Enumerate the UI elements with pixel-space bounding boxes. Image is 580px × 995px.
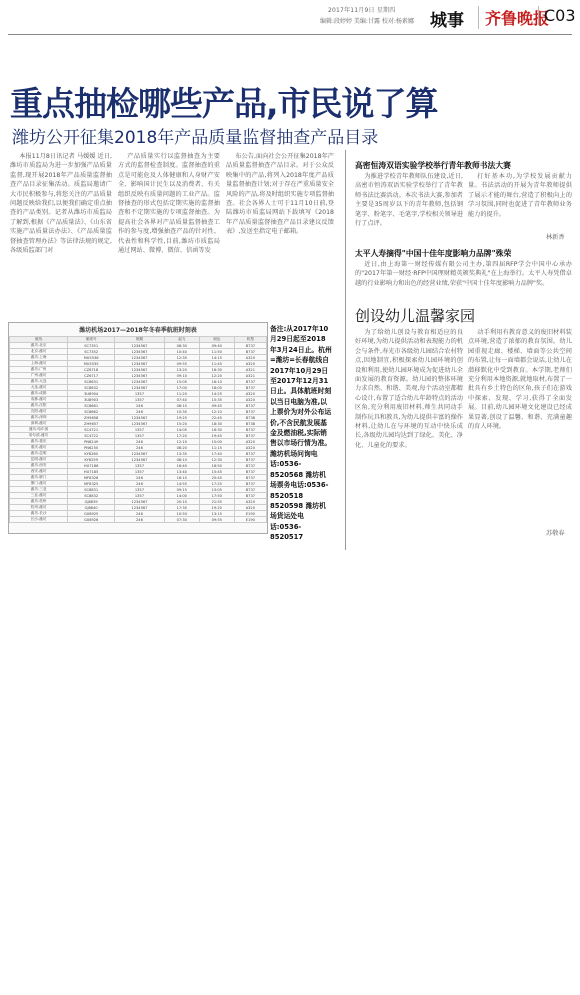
table-cell: CZ6718 (68, 367, 115, 373)
table-cell: 246 (115, 445, 165, 451)
newspaper-logo: 齐鲁晚报 (478, 6, 549, 29)
table-cell: 潍坊-深圳 (10, 415, 68, 421)
table-cell: 厦门-潍坊 (10, 481, 68, 487)
table-cell: 1234567 (115, 415, 165, 421)
table-cell: GJ8840 (68, 505, 115, 511)
table-cell: 08:10 (164, 403, 199, 409)
table-cell: 1234567 (115, 379, 165, 385)
table-cell: 19:25 (164, 415, 199, 421)
table-cell: 潍坊-上海 (10, 355, 68, 361)
table-cell: 潍坊-昆明 (10, 451, 68, 457)
table-cell: 1357 (115, 427, 165, 433)
right-article-2-text: 近日,由上海第一财经传媒有限公司主办,第四届RFP学会中国中心承办的"2017年第一财经·RFP中国理财精英颁奖典礼"在上海举行。太平人寿凭借卓越的行业影响力和出色的经营业绩,荣获"中国十佳年度影响力品牌"奖。 (355, 261, 572, 287)
table-cell: 1357 (115, 493, 165, 499)
table-cell: B737 (234, 343, 266, 349)
table-cell: 13:20 (164, 367, 199, 373)
table-cell: E190 (234, 517, 266, 523)
byline-3: 苏敬春 (546, 530, 565, 537)
feature-text-b: 动手利用有教育意义的废旧材料装点环境,营造了浓郁的教育氛围。幼儿园重视走廊、楼梯、墙面等公共空间的布置,让每一面墙都会说话,让幼儿在潜移默化中受到教育。本学期,老师们充分利用本地资源,就地取材,布置了一批具有乡土特色的区角,孩子们在游戏中探索、发现、学习,获得了全面发展。目前,幼儿园环境文化建设已经成果显著,创设了温馨、和谐、充满童趣的育人环境。 (468, 329, 572, 431)
feature-article-left (355, 328, 463, 538)
table-cell: 深圳-潍坊 (10, 421, 68, 427)
table-cell: 大连-潍坊 (10, 385, 68, 391)
column-divider (345, 150, 346, 550)
table-cell: 22:45 (199, 415, 234, 421)
table-cell: B737 (234, 349, 266, 355)
table-cell: 18:50 (199, 463, 234, 469)
table-cell: ZH9657 (68, 421, 115, 427)
table-cell: 17:20 (164, 433, 199, 439)
table-cell: A320 (234, 397, 266, 403)
table-cell: 18:30 (199, 421, 234, 427)
table-cell: 09:15 (164, 487, 199, 493)
table-cell: 15:45 (199, 469, 234, 475)
table-cell: MU5536 (68, 355, 115, 361)
table-cell: SC8831 (68, 487, 115, 493)
table-cell: 20:45 (199, 475, 234, 481)
table-cell: SC4722 (68, 433, 115, 439)
table-cell: HU7185 (68, 469, 115, 475)
table-cell: B737 (234, 487, 266, 493)
table-cell: 09:40 (199, 343, 234, 349)
table-cell: 潍坊-沈阳 (10, 403, 68, 409)
table-cell: 杭州-潍坊 (10, 505, 68, 511)
table-cell: 09:55 (164, 361, 199, 367)
table-cell: 北京-潍坊 (10, 349, 68, 355)
table-cell: 09:45 (199, 403, 234, 409)
right-article-1-left (355, 172, 463, 244)
table-cell: 潍坊-西安 (10, 463, 68, 469)
table-cell: B737 (234, 493, 266, 499)
table-cell: 17:00 (164, 385, 199, 391)
table-cell: B737 (234, 451, 266, 457)
table-cell: 15:00 (199, 439, 234, 445)
table-cell: PN6249 (68, 439, 115, 445)
lead-article-text-2: 产品质量实行以监督抽查为主要方式的监督检查制度。监督抽查的重点是可能危及人体健康和人身财产安全、影响国计民生以及消费者、有关组织反映有质量问题的工业产品。监督抽查的形式包括定期实施的监督抽查和不定期实施的专项监督抽查。为提高社会各界对产品质量监督抽查工作的参与度,增强抽查产品的针对性、代表性和科学性,目前,潍坊市质监局通过网站、微博、微信、信函等发 (118, 153, 220, 255)
table-header-cell: 班期 (115, 337, 165, 343)
table-cell: 21:55 (199, 499, 234, 505)
lead-article-text-3: 布公告,面向社会公开征集2018年产品质量监督抽查产品目录。对于公众反映集中的产品,将列入2018年度产品质量监督抽查计划;对于存在严重质量安全风险的产品,将及时组织实施专项监督抽查。社会各界人士可于11月10日前,登陆潍坊市质监局网站下载填写《2018年产品质量监督抽查产品目录建议反馈表》,发送至指定电子邮箱。 (226, 153, 334, 236)
table-cell: 246 (115, 409, 165, 415)
table-cell: 潍坊-重庆 (10, 439, 68, 445)
table-cell: 18:10 (164, 475, 199, 481)
table-cell: 成都-潍坊 (10, 397, 68, 403)
table-cell: 1234567 (115, 421, 165, 427)
table-cell: 1357 (115, 469, 165, 475)
flight-notice: 备注:从2017年10月29日起至2018年3月24日止。杭州=潍坊=长春航线自2017年10月29日至2017年12月31日止。具体航班时刻以当日电脑为准,以上票价为对外公布运价,不含民航发展基金及燃油税,实际销售以市场行情为准。潍坊机场问询电话:0536-8520568 潍坊机场票务电话:0536-8520518 8520598 潍坊机场货运处电话:0536-8520517 (270, 325, 332, 542)
table-cell: 1357 (115, 487, 165, 493)
table-cell: 长沙-潍坊 (10, 517, 68, 523)
table-cell: B737 (234, 475, 266, 481)
table-cell: 08:10 (164, 457, 199, 463)
table-cell: 17:40 (199, 451, 234, 457)
table-cell: A320 (234, 445, 266, 451)
table-cell: 14:25 (199, 391, 234, 397)
table-cell: B737 (234, 385, 266, 391)
table-cell: 12:30 (199, 457, 234, 463)
table-cell: 10:35 (164, 409, 199, 415)
table-cell: 潍坊-长沙 (10, 511, 68, 517)
table-cell: 08:20 (164, 445, 199, 451)
table-cell: 1357 (115, 463, 165, 469)
table-cell: A320 (234, 355, 266, 361)
table-cell: 14:00 (164, 493, 199, 499)
table-cell: 10:50 (164, 511, 199, 517)
table-cell: 12:35 (164, 355, 199, 361)
table-cell: B738 (234, 421, 266, 427)
feature-article-right (468, 328, 572, 528)
table-cell: B738 (234, 415, 266, 421)
table-cell: 16:40 (164, 463, 199, 469)
table-cell: CZ6717 (68, 373, 115, 379)
table-cell: B737 (234, 409, 266, 415)
byline-1: 林新香 (546, 234, 565, 241)
table-cell: 重庆-潍坊 (10, 445, 68, 451)
table-header-cell: 航线 (10, 337, 68, 343)
table-cell: 17:50 (199, 493, 234, 499)
table-cell: 潍坊-哈尔滨 (10, 427, 68, 433)
table-cell: KY8260 (68, 451, 115, 457)
table-cell: 三亚-潍坊 (10, 493, 68, 499)
table-cell: 西安-潍坊 (10, 469, 68, 475)
table-cell: A321 (234, 367, 266, 373)
table-cell: 17:25 (199, 481, 234, 487)
table-cell: SC8662 (68, 409, 115, 415)
table-cell: 14:05 (164, 427, 199, 433)
table-cell: 14:15 (199, 355, 234, 361)
table-cell: 14:55 (164, 481, 199, 487)
table-cell: 16:30 (199, 367, 234, 373)
table-cell: 17:35 (164, 505, 199, 511)
table-cell: 246 (115, 511, 165, 517)
table-cell: 18:05 (199, 385, 234, 391)
table-cell: 15:20 (164, 421, 199, 427)
right-article-1-right (468, 172, 572, 234)
table-cell: B737 (234, 379, 266, 385)
table-cell: 13:40 (164, 469, 199, 475)
table-cell: GJ8839 (68, 499, 115, 505)
table-body (10, 343, 267, 523)
table-cell: 16:10 (199, 379, 234, 385)
table-cell: 潍坊-三亚 (10, 487, 68, 493)
table-cell: 1234567 (115, 385, 165, 391)
table-cell: 潍坊-北京 (10, 343, 68, 349)
table-cell: 16:30 (199, 427, 234, 433)
table-cell: 1234567 (115, 349, 165, 355)
lead-article-col3 (226, 152, 334, 318)
table-cell: SC8661 (68, 403, 115, 409)
table-cell: B737 (234, 457, 266, 463)
schedule-grid (9, 336, 267, 523)
lead-article-text-1: 本报11月8日讯记者 马媛媛 近日,潍坊市质监局为进一步加强产品质量监督,现开展2018年产品质量监督抽查产品目录征集活动。质监局邀请广大市民积极参与,将您关注的产品质量问题反映给我们,以便我们确定重点抽查的产品类别。记者从潍坊市质监局了解到,根据《产品质量法》、《山东省实施产品质量法办法》、《产品质量监督抽查管理办法》等法律法规的规定,各级质监部门对 (10, 153, 112, 255)
table-cell: 19:20 (199, 505, 234, 511)
table-cell: 1357 (115, 397, 165, 403)
table-cell: 07:30 (164, 517, 199, 523)
table-cell: SC7351 (68, 343, 115, 349)
table-cell: 19:45 (199, 433, 234, 439)
table-cell: B737 (234, 427, 266, 433)
right-article-title-1: 高密恒涛双语实验学校举行青年教师书法大赛 (355, 161, 511, 170)
table-cell: SC7352 (68, 349, 115, 355)
table-cell: MF8325 (68, 481, 115, 487)
table-cell: 1234567 (115, 355, 165, 361)
table-cell: 13:15 (199, 511, 234, 517)
table-cell: 1357 (115, 433, 165, 439)
table-cell: GX8926 (68, 517, 115, 523)
right-article-1-text-b: 打好基本功,为学校发展贡献力量。书法活动的开展为青年教师提供了展示才能的舞台,营造了积极向上的学习氛围,同时也促进了青年教师业务能力的提升。 (468, 173, 572, 218)
table-cell: 246 (115, 475, 165, 481)
table-cell: SC8832 (68, 493, 115, 499)
table-cell: 11:50 (199, 349, 234, 355)
table-cell: A320 (234, 439, 266, 445)
table-cell: 12:20 (199, 373, 234, 379)
table-cell: 1234567 (115, 343, 165, 349)
table-cell: 3U8904 (68, 391, 115, 397)
lead-article-col2 (118, 152, 220, 318)
table-cell: ZH9658 (68, 415, 115, 421)
table-cell: A320 (234, 361, 266, 367)
table-cell: B737 (234, 481, 266, 487)
table-cell: A320 (234, 499, 266, 505)
table-header-cell: 到达 (199, 337, 234, 343)
table-cell: GX8925 (68, 511, 115, 517)
table-cell: 11:45 (199, 361, 234, 367)
feature-title: 创设幼儿温馨家园 (355, 307, 476, 325)
table-cell: 09:10 (164, 373, 199, 379)
section-name: 城事 (430, 11, 464, 31)
table-cell: 12:10 (164, 439, 199, 445)
table-cell: 上海-潍坊 (10, 361, 68, 367)
table-cell: KY8259 (68, 457, 115, 463)
issue-date: 2017年11月9日 星期四 (328, 7, 396, 14)
table-cell: SC4721 (68, 427, 115, 433)
table-cell: A320 (234, 505, 266, 511)
right-article-2 (355, 260, 572, 298)
table-cell: 1234567 (115, 457, 165, 463)
table-cell: 潍坊-成都 (10, 391, 68, 397)
lead-article-col1 (10, 152, 112, 318)
table-row (10, 517, 267, 523)
table-cell: E190 (234, 511, 266, 517)
header-rule (8, 34, 572, 35)
table-cell: 1234567 (115, 361, 165, 367)
table-cell: 12:10 (199, 409, 234, 415)
table-cell: A321 (234, 373, 266, 379)
table-cell: 10:35 (199, 397, 234, 403)
main-headline: 重点抽检哪些产品,市民说了算 (10, 84, 438, 123)
table-cell: 09:55 (199, 517, 234, 523)
table-cell: 1234567 (115, 367, 165, 373)
table-cell: 昆明-潍坊 (10, 457, 68, 463)
table-cell: 20:10 (164, 499, 199, 505)
table-cell: 11:20 (164, 391, 199, 397)
table-cell: 潍坊-厦门 (10, 475, 68, 481)
feature-text-a: 为了给幼儿创设与教育相适应的良好环境,为幼儿提供活动和表现能力的机会与条件,寿光市各级幼儿园结合农村特点,因地制宜,积极探索幼儿园环境的创设和利用,使幼儿园环境成为促进幼儿全面发展的教育资源。幼儿园的整体环境力求自然、和谐、美观,每个活动室都精心设计,布置了适合幼儿年龄特点的活动区角,充分利用废旧材料,师生共同动手制作玩具和教具,为幼儿提供丰富的操作材料,让幼儿在与环境的互动中快乐成长,各级幼儿园均达到了绿化、美化、净化、儿童化的要求。 (355, 329, 463, 449)
table-cell: 13:05 (199, 487, 234, 493)
table-header-cell: 起飞 (164, 337, 199, 343)
right-article-1-text: 为推进学校青年教师队伍建设,近日,高密市恒涛双语实验学校举行了青年教师书法比赛活动。本次书法大赛,参加者主要是35周岁以下的青年教师,包括钢笔字、粉笔字、毛笔字,学校相关领导进行了点评。 (355, 173, 463, 228)
table-title: 潍坊机场2017—2018年冬春季航班时刻表 (79, 327, 197, 334)
table-header-cell: 航班号 (68, 337, 115, 343)
table-cell: B737 (234, 433, 266, 439)
table-cell: 3U8903 (68, 397, 115, 403)
table-cell: 哈尔滨-潍坊 (10, 433, 68, 439)
table-cell: 10:40 (164, 349, 199, 355)
table-cell: 246 (115, 481, 165, 487)
editor-credits: 编辑:段婷婷 美编:甘露 校对:杨素娜 (320, 18, 414, 25)
table-cell: 246 (115, 439, 165, 445)
table-cell: 1234567 (115, 451, 165, 457)
table-cell: 1234567 (115, 373, 165, 379)
table-cell: 11:15 (199, 445, 234, 451)
table-cell: 246 (115, 403, 165, 409)
table-cell: MF8326 (68, 475, 115, 481)
page-header (0, 0, 580, 38)
right-article-title-2: 太平人寿摘得"中国十佳年度影响力品牌"殊荣 (355, 249, 512, 258)
table-cell: B737 (234, 469, 266, 475)
table-cell: HU7186 (68, 463, 115, 469)
table-cell: 潍坊-大连 (10, 379, 68, 385)
table-cell: 15:05 (164, 379, 199, 385)
table-cell: B737 (234, 403, 266, 409)
table-cell: 1234567 (115, 499, 165, 505)
table-cell: B737 (234, 463, 266, 469)
table-cell: 广州-潍坊 (10, 373, 68, 379)
table-cell: 13:35 (164, 451, 199, 457)
table-cell: 246 (115, 517, 165, 523)
table-cell: SC8632 (68, 385, 115, 391)
table-cell: SC8631 (68, 379, 115, 385)
table-cell: 07:40 (164, 397, 199, 403)
table-cell: 1234567 (115, 505, 165, 511)
table-header-cell: 机型 (234, 337, 266, 343)
sub-headline: 潍坊公开征集2018年产品质量监督抽查产品目录 (12, 128, 379, 148)
table-cell: 沈阳-潍坊 (10, 409, 68, 415)
table-cell: 1357 (115, 391, 165, 397)
flight-schedule-table (8, 322, 268, 534)
table-cell: A320 (234, 391, 266, 397)
table-cell: MU5535 (68, 361, 115, 367)
page-number: C03 (538, 6, 576, 25)
table-cell: 潍坊-杭州 (10, 499, 68, 505)
table-cell: PN6250 (68, 445, 115, 451)
table-cell: 潍坊-广州 (10, 367, 68, 373)
table-cell: 08:30 (164, 343, 199, 349)
